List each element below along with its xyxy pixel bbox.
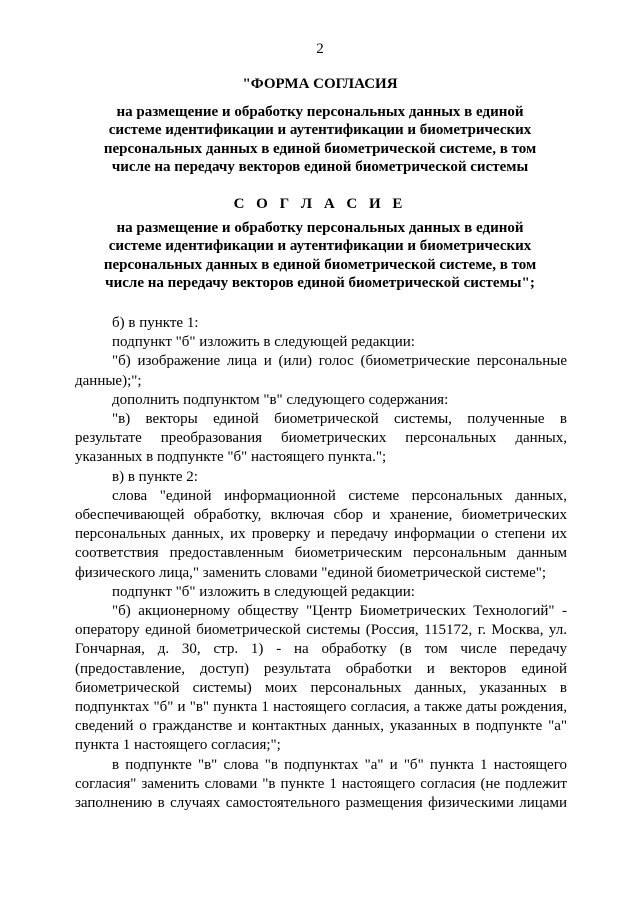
paragraph: "б) акционерному обществу "Центр Биометрических Технологий" - оператору единой биометрической системы (Россия, 115172, г. Москва, ул. Гончарная, д. 30, стр. 1) - на обработку (в том числе передачу (предоставление, доступ) результата обработки и векторов единой биометрической системы) моих персональных данных, указанных в подпунктах "б" и "в" пункта 1 настоящего согласия, а также даты рождения, сведений о гражданстве и контактных данных, указанных в подпункте "а" пункта 1 настоящего согласия;"; bbox=[75, 603, 567, 754]
paragraph: слова "единой информационной системе персональных данных, обеспечивающей обработку, включая сбор и хранение, биометрических персональных данных, их проверку и передачу информации о степени их соответствия предоставленным биометрическим персональным данным физического лица," заменить словами "единой биометрической системе"; bbox=[75, 487, 567, 581]
paragraph: б) в пункте 1: bbox=[112, 315, 199, 331]
paragraph: подпункт "б" изложить в следующей редакции: bbox=[112, 583, 415, 600]
paragraph: дополнить подпунктом "в" следующего содержания: bbox=[112, 391, 449, 408]
paragraph: "в) векторы единой биометрической системы, полученные в результате преобразования биометрических персональных данных, указанных в подпункте "б" настоящего пункта."; bbox=[75, 411, 567, 466]
consent-title: С О Г Л А С И Е bbox=[233, 196, 407, 212]
paragraph: в подпункте "в" слова "в подпунктах "а" и "б" пункта 1 настоящего согласия" заменить словами "в пункте 1 настоящего согласия (не подлежит заполнению в случаях самостоятельного размещения физическими лицами bbox=[75, 756, 567, 812]
consent-subtitle: на размещение и обработку персональных данных в единой системе идентификации и аутентификации и биометрических персональных данных в единой биометрической системе, в том числе на передачу векторов единой биометрической системы"; bbox=[103, 220, 537, 292]
form-title: "ФОРМА СОГЛАСИЯ bbox=[242, 76, 398, 92]
paragraph: в) в пункте 2: bbox=[112, 468, 198, 485]
page-number: 2 bbox=[316, 41, 324, 57]
paragraph: "б) изображение лица и (или) голос (биометрические персональные данные);"; bbox=[75, 353, 567, 389]
paragraph: подпункт "б" изложить в следующей редакции: bbox=[112, 334, 415, 351]
form-subtitle: на размещение и обработку персональных данных в единой системе идентификации и аутентификации и биометрических персональных данных в единой биометрической системе, в том числе на передачу векторов единой биометрической системы bbox=[103, 104, 537, 176]
document-body bbox=[75, 314, 567, 813]
